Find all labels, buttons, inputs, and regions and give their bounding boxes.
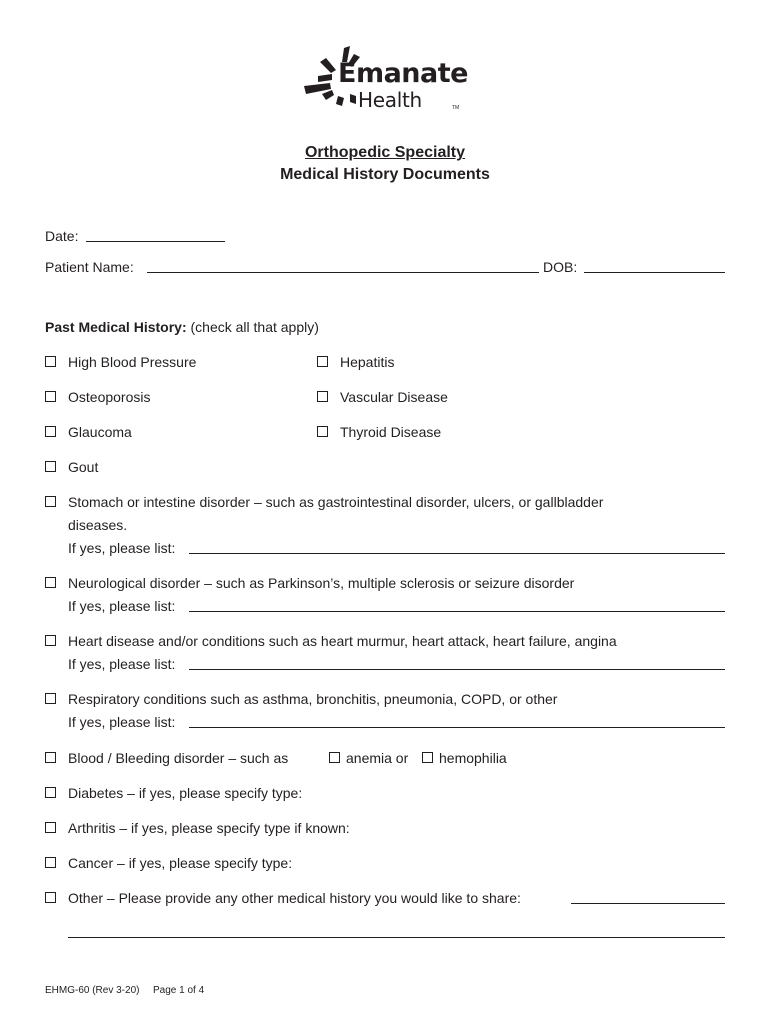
emanate-health-logo — [300, 40, 480, 120]
stomach-disorder-label: Stomach or intestine disorder – such as gastrointestinal disorder, ulcers, or gallbladder — [68, 494, 604, 510]
high-blood-pressure-label: High Blood Pressure — [68, 354, 197, 370]
history-heading-note: (check all that apply) — [190, 319, 319, 335]
history-heading — [45, 318, 319, 336]
respiratory-conditions-label: Respiratory conditions such as asthma, bronchitis, pneumonia, COPD, or other — [68, 691, 558, 707]
heart-disease-label: Heart disease and/or conditions such as heart murmur, heart attack, heart failure, angina — [68, 633, 617, 649]
checkbox-glaucoma[interactable] — [45, 426, 56, 437]
date-field[interactable] — [86, 241, 225, 242]
osteoporosis-label: Osteoporosis — [68, 389, 151, 405]
hemophilia-label: hemophilia — [439, 750, 507, 766]
other-field-continued[interactable] — [68, 937, 725, 938]
checkbox-blood-disorder[interactable] — [45, 752, 56, 763]
checkbox-anemia[interactable] — [329, 752, 340, 763]
checkbox-other[interactable] — [45, 892, 56, 903]
respiratory-if-yes-label: If yes, please list: — [68, 714, 176, 730]
other-field[interactable] — [571, 903, 725, 904]
document-subtitle: Medical History Documents — [280, 166, 490, 183]
checkbox-heart-disease[interactable] — [45, 635, 56, 646]
thyroid-disease-label: Thyroid Disease — [340, 424, 442, 440]
respiratory-list-field[interactable] — [189, 727, 725, 728]
other-label: Other – Please provide any other medical history you would like to share: — [68, 890, 521, 906]
checkbox-hemophilia[interactable] — [422, 752, 433, 763]
dob-field[interactable] — [584, 272, 725, 273]
arthritis-label: Arthritis – if yes, please specify type if known: — [68, 820, 350, 836]
dob-label: DOB: — [543, 259, 578, 275]
diabetes-label: Diabetes – if yes, please specify type: — [68, 785, 303, 801]
checkbox-high-blood-pressure[interactable] — [45, 356, 56, 367]
checkbox-thyroid-disease[interactable] — [317, 426, 328, 437]
document-title: Orthopedic Specialty — [304, 144, 466, 161]
heart-if-yes-label: If yes, please list: — [68, 656, 176, 672]
logo-trademark: TM — [452, 105, 460, 111]
stomach-if-yes-label: If yes, please list: — [68, 540, 176, 556]
checkbox-vascular-disease[interactable] — [317, 391, 328, 402]
stomach-list-field[interactable] — [189, 553, 725, 554]
heart-list-field[interactable] — [189, 669, 725, 670]
logo-sub-text: Health — [358, 88, 422, 112]
checkbox-neurological-disorder[interactable] — [45, 577, 56, 588]
checkbox-respiratory-conditions[interactable] — [45, 693, 56, 704]
checkbox-gout[interactable] — [45, 461, 56, 472]
checkbox-hepatitis[interactable] — [317, 356, 328, 367]
history-heading-label: Past Medical History: — [45, 319, 187, 335]
glaucoma-label: Glaucoma — [68, 424, 132, 440]
checkbox-osteoporosis[interactable] — [45, 391, 56, 402]
vascular-disease-label: Vascular Disease — [340, 389, 448, 405]
checkbox-diabetes[interactable] — [45, 787, 56, 798]
page-number: Page 1 of 4 — [153, 985, 205, 996]
hepatitis-label: Hepatitis — [340, 354, 395, 370]
checkbox-stomach-disorder[interactable] — [45, 496, 56, 507]
gout-label: Gout — [68, 459, 99, 475]
form-code: EHMG-60 (Rev 3-20) — [45, 985, 140, 996]
checkbox-cancer[interactable] — [45, 857, 56, 868]
stomach-disorder-label-cont: diseases. — [68, 517, 128, 533]
date-label: Date: — [45, 228, 79, 244]
anemia-label: anemia or — [346, 750, 409, 766]
logo-brand-text: Emanate — [338, 58, 468, 89]
checkbox-arthritis[interactable] — [45, 822, 56, 833]
neuro-if-yes-label: If yes, please list: — [68, 598, 176, 614]
neuro-list-field[interactable] — [189, 611, 725, 612]
neurological-disorder-label: Neurological disorder – such as Parkinson’s, multiple sclerosis or seizure disorder — [68, 575, 575, 591]
patient-name-label: Patient Name: — [45, 259, 134, 275]
blood-disorder-label: Blood / Bleeding disorder – such as — [68, 750, 289, 766]
cancer-label: Cancer – if yes, please specify type: — [68, 855, 293, 871]
patient-name-field[interactable] — [147, 272, 539, 273]
